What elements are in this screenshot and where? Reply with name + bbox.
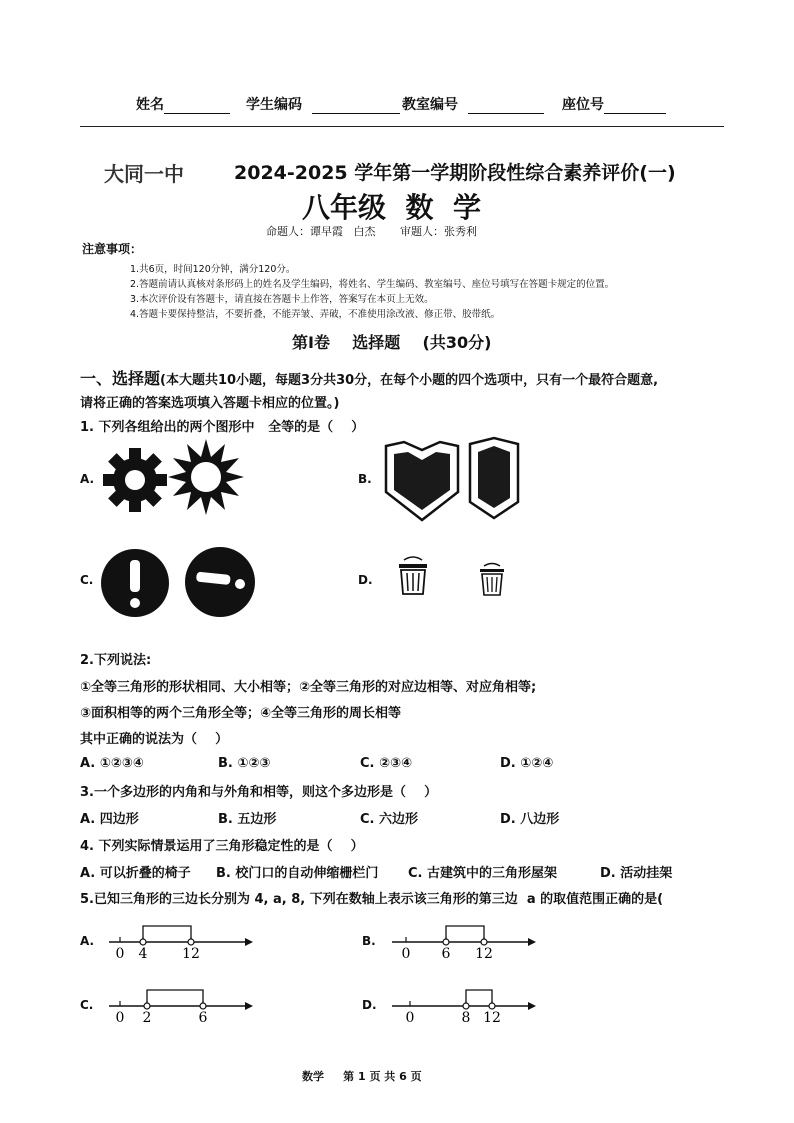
q5-option-b-label[interactable]: B. bbox=[362, 934, 376, 948]
open-endpoint bbox=[443, 939, 449, 945]
note-item: 1.共6页，时间120分钟，满分120分。 bbox=[130, 264, 296, 275]
q2-statement-2: ③面积相等的两个三角形全等；④全等三角形的周长相等 bbox=[80, 706, 402, 721]
open-endpoint bbox=[144, 1003, 150, 1009]
name-blank[interactable] bbox=[164, 99, 230, 114]
tick-label: 0 bbox=[401, 946, 411, 962]
q2-option-d[interactable]: D. ①②④ bbox=[500, 756, 554, 771]
q1-option-c-label[interactable]: C. bbox=[80, 573, 94, 587]
shield-icon bbox=[466, 436, 522, 520]
q5-option-c-label[interactable]: C. bbox=[80, 998, 94, 1012]
axis-arrow bbox=[528, 938, 536, 946]
part1-heading bbox=[80, 366, 658, 389]
open-endpoint bbox=[489, 1003, 495, 1009]
q3-stem: 3.一个多边形的内角和与外角和相等，则这个多边形是（ ） bbox=[80, 785, 438, 800]
q1-option-d-label[interactable]: D. bbox=[358, 573, 373, 587]
number-line-b bbox=[378, 920, 538, 964]
school-name: 大同一中 bbox=[104, 162, 184, 186]
axis-arrow bbox=[245, 1002, 253, 1010]
tick-label: 4 bbox=[138, 946, 148, 962]
exclamation-rotated-icon bbox=[184, 546, 256, 618]
tick-label: 12 bbox=[182, 946, 200, 962]
tick-label: 2 bbox=[142, 1010, 152, 1026]
open-endpoint bbox=[463, 1003, 469, 1009]
exclamation-icon bbox=[100, 548, 170, 618]
open-endpoint bbox=[481, 939, 487, 945]
number-line-d bbox=[378, 982, 538, 1030]
seat-label: 座位号 bbox=[562, 97, 604, 113]
q5-option-a-label[interactable]: A. bbox=[80, 934, 95, 948]
student-id-label: 学生编码 bbox=[246, 97, 302, 113]
q5-option-d-label[interactable]: D. bbox=[362, 998, 377, 1012]
trash-icon bbox=[396, 556, 430, 598]
notes-heading: 注意事项： bbox=[82, 242, 143, 256]
shield-icon bbox=[382, 440, 462, 522]
header-divider bbox=[80, 126, 724, 127]
q2-question: 其中正确的说法为（ ） bbox=[80, 732, 229, 747]
note-item: 4.答题卡要保持整洁，不要折叠，不能弄皱、弄破，不准使用涂改液、修正带、胶带纸。 bbox=[130, 309, 501, 320]
gear-icon bbox=[100, 445, 170, 515]
q4-option-c[interactable]: C. 古建筑中的三角形屋架 bbox=[408, 866, 558, 881]
note-item: 3.本次评价设有答题卡，请直接在答题卡上作答，答案写在本页上无效。 bbox=[130, 294, 434, 305]
q3-option-c[interactable]: C. 六边形 bbox=[360, 812, 419, 827]
q5-stem: 5.已知三角形的三边长分别为 4, a, 8, 下列在数轴上表示该三角形的第三边 a 的取值范围正确的是( bbox=[80, 892, 664, 907]
axis-arrow bbox=[528, 1002, 536, 1010]
note-item: 2.答题前请认真核对条形码上的姓名及学生编码，将姓名、学生编码、教室编号、座位号填写在答题卡规定的位置。 bbox=[130, 279, 615, 290]
q4-option-a[interactable]: A. 可以折叠的椅子 bbox=[80, 866, 191, 881]
open-endpoint bbox=[200, 1003, 206, 1009]
part1-title: 一、选择题 bbox=[80, 369, 161, 388]
name-field bbox=[136, 94, 230, 114]
page-footer: 数学 第 1 页 共 6 页 bbox=[302, 1070, 422, 1083]
tick-label: 6 bbox=[441, 946, 451, 962]
q1-stem: 1. 下列各组给出的两个图形中 全等的是（ ） bbox=[80, 420, 365, 435]
q4-stem: 4. 下列实际情景运用了三角形稳定性的是（ ） bbox=[80, 839, 364, 854]
tick-label: 8 bbox=[461, 1010, 471, 1026]
student-id-field bbox=[246, 94, 400, 114]
q2-option-b[interactable]: B. ①②③ bbox=[218, 756, 271, 771]
q3-option-a[interactable]: A. 四边形 bbox=[80, 812, 139, 827]
number-line-a bbox=[95, 920, 255, 964]
trash-icon bbox=[478, 562, 506, 598]
tick-label: 12 bbox=[483, 1010, 501, 1026]
q1-option-a-label[interactable]: A. bbox=[80, 472, 95, 486]
q2-option-a[interactable]: A. ①②③④ bbox=[80, 756, 144, 771]
number-line-c bbox=[95, 982, 255, 1030]
tick-label: 0 bbox=[115, 946, 125, 962]
axis-arrow bbox=[245, 938, 253, 946]
q2-option-c[interactable]: C. ②③④ bbox=[360, 756, 413, 771]
range-bracket bbox=[446, 926, 484, 942]
q4-option-d[interactable]: D. 活动挂架 bbox=[600, 866, 673, 881]
student-id-blank[interactable] bbox=[312, 99, 400, 114]
q3-option-b[interactable]: B. 五边形 bbox=[218, 812, 277, 827]
range-bracket bbox=[466, 990, 492, 1006]
tick-label: 0 bbox=[405, 1010, 415, 1026]
open-endpoint bbox=[188, 939, 194, 945]
range-bracket bbox=[147, 990, 203, 1006]
q1-option-b-label[interactable]: B. bbox=[358, 472, 372, 486]
q2-stem: 2.下列说法: bbox=[80, 653, 152, 668]
seat-blank[interactable] bbox=[604, 99, 666, 114]
subject-title: 八年级 数 学 bbox=[302, 191, 481, 224]
open-endpoint bbox=[140, 939, 146, 945]
classroom-field bbox=[402, 94, 544, 114]
range-bracket bbox=[143, 926, 191, 942]
tick-label: 12 bbox=[475, 946, 493, 962]
tick-label: 0 bbox=[115, 1010, 125, 1026]
sun-icon bbox=[168, 437, 244, 517]
q2-statement-1: ①全等三角形的形状相同、大小相等；②全等三角形的对应边相等、对应角相等; bbox=[80, 680, 537, 695]
authors: 命题人：谭早霞 白杰 审题人：张秀利 bbox=[266, 225, 477, 238]
classroom-label: 教室编号 bbox=[402, 97, 458, 113]
part1-instruction: (本大题共10小题，每题3分共30分，在每个小题的四个选项中，只有一个最符合题意, bbox=[160, 373, 659, 388]
q3-option-d[interactable]: D. 八边形 bbox=[500, 812, 560, 827]
q4-option-b[interactable]: B. 校门口的自动伸缩栅栏门 bbox=[216, 866, 379, 881]
classroom-blank[interactable] bbox=[468, 99, 544, 114]
section-title: 第Ⅰ卷 选择题 (共30分) bbox=[292, 333, 492, 352]
seat-field bbox=[562, 94, 666, 114]
name-label: 姓名 bbox=[136, 97, 164, 113]
tick-label: 6 bbox=[198, 1010, 208, 1026]
part1-instruction-2: 请将正确的答案选项填入答题卡相应的位置。) bbox=[80, 396, 340, 411]
exam-title: 2024-2025 学年第一学期阶段性综合素养评价(一) bbox=[234, 162, 676, 184]
